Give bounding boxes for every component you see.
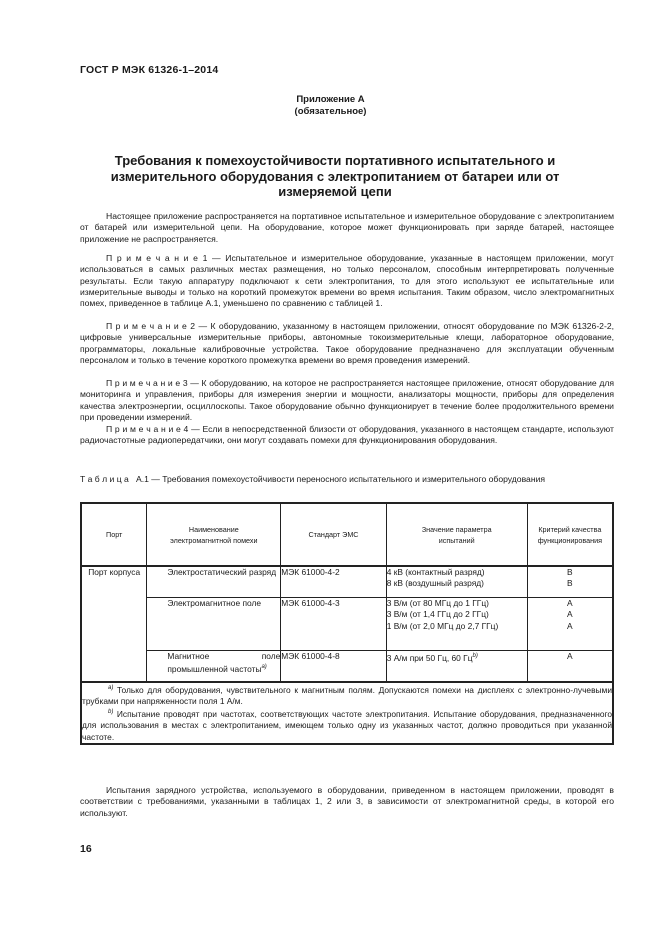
note-2-text: — К оборудованию, указанному в настоящем приложении, относят оборудование по МЭК 61326-2-2, цифровые универсальные измерительные приборы, автономные токоизмерительные клещи, лабораторное оборудование, программаторы, локальные калибровочные устройства. Такое оборудование предназначено для эксплуатации обученным персоналом и только в течение короткого промежутка времени во время проведения измерений. xyxy=(80,321,614,365)
requirements-table xyxy=(80,502,614,745)
note-4-label: П р и м е ч а н и е 4 xyxy=(106,424,189,434)
table-caption xyxy=(80,474,614,485)
note-3-label: П р и м е ч а н и е 3 xyxy=(106,378,188,388)
value-cell xyxy=(386,566,527,598)
value-cell xyxy=(386,598,527,651)
table-row xyxy=(81,566,613,598)
value-line: 1 В/м (от 2,0 МГц до 2,7 ГГц) xyxy=(386,620,499,631)
phenomenon-cell: Электромагнитное поле xyxy=(147,598,281,651)
note-2-label: П р и м е ч а н и е 2 xyxy=(106,321,196,331)
header-criterion: Критерий качества функционирования xyxy=(527,503,613,566)
standard-cell: МЭК 61000-4-3 xyxy=(281,598,386,651)
footnote-ref: b) xyxy=(472,653,478,659)
note-2 xyxy=(80,321,614,366)
note-4-text: — Если в непосредственной близости от оборудования, указанного в настоящем стандарте, используют радиочастотные радиопередатчики, они могут создавать помехи для функционирования оборудования. xyxy=(80,424,614,446)
footnote-mark: b) xyxy=(108,709,114,716)
phenomenon-cell xyxy=(147,651,281,683)
note-1-text: — Испытательное и измерительное оборудование, указанные в настоящем приложении, могут использоваться в самых различных местах размещения, но только персоналом, способным интерпретировать полученные результаты. Если такую аппаратуру подключают к сети электропитания, то для этого используют ее испытательные или измерительные выводы и только на короткий промежуток времени во время испытания. Таким образом, число электромагнитных помех, приведенное в таблице А.1, уменьшено по сравнению с таблицей 1. xyxy=(80,253,614,309)
criterion-cell xyxy=(527,566,613,598)
criterion-value: B xyxy=(567,578,573,589)
annex-status: (обязательное) xyxy=(294,106,367,117)
standard-cell: МЭК 61000-4-8 xyxy=(281,651,386,683)
closing-text: Испытания зарядного устройства, используемого в оборудовании, приведенном в настоящем приложении, проводят в соответствии с требованиями, указанными в таблицах 1, 2 или 3, в зависимости от электромагнитной среды, в которой его используют. xyxy=(80,785,614,818)
header-phenomenon: Наименование электромагнитной помехи xyxy=(147,503,281,566)
document-header: ГОСТ Р МЭК 61326-1–2014 xyxy=(80,64,219,76)
intro-text: Настоящее приложение распространяется на портативное испытательное и измерительное оборудование с электропитанием от батарей или измерительной цепи. На оборудование, которое может функционировать при заряде батарей, настоящее приложение не распространяется. xyxy=(80,211,614,244)
closing-paragraph xyxy=(80,785,614,819)
phenomenon-cell: Электростатический разряд xyxy=(147,566,281,598)
table-row xyxy=(81,598,613,651)
criterion-cell xyxy=(527,598,613,651)
footnote-mark: а) xyxy=(108,685,114,691)
table-row xyxy=(81,651,613,683)
value-line: 4 кВ (контактный разряд) xyxy=(386,567,485,577)
value-line: 3 А/м при 50 Гц, 60 Гц xyxy=(386,652,473,663)
standard-cell: МЭК 61000-4-2 xyxy=(281,566,386,598)
note-1 xyxy=(80,253,614,309)
criterion-value: B xyxy=(567,567,573,577)
criterion-cell: A xyxy=(527,651,613,683)
phenomenon-text: Магнитное поле промышленной частоты xyxy=(167,651,281,675)
table-footnotes-row xyxy=(81,682,613,744)
header-port: Порт xyxy=(81,503,147,566)
value-cell xyxy=(386,651,527,683)
header-standard: Стандарт ЭМС xyxy=(281,503,386,566)
port-cell: Порт корпуса xyxy=(81,566,147,682)
footnote-b xyxy=(82,707,612,743)
page-number: 16 xyxy=(80,843,92,855)
note-3-text: — К оборудованию, на которое не распространяется настоящее приложение, относят оборудование для мониторинга и управления, приборы для измерения энергии и мощности, анализаторы мощности, приборы для определения качества электроэнергии, осциллоскопы. Такое оборудование обычно функционирует в течение более продолжительного времени при проведении измерений. xyxy=(80,378,615,422)
footnote-a xyxy=(82,683,612,707)
footnote-text: Только для оборудования, чувствительного к магнитным полям. Допускаются помехи на дисплеях с электронно-лучевыми трубками при напряженности поля 1 А/м. xyxy=(82,684,612,707)
table-header-row xyxy=(81,503,613,566)
criterion-value: A xyxy=(567,620,573,631)
footnote-text: Испытание проводят при частотах, соответствующих частоте электропитания. Испытание оборудования, предназначенного для использования в местах с электропитанием, имеющем только одну из указанных частот, должно проводиться при указанной частоте. xyxy=(82,709,612,742)
criterion-value: A xyxy=(567,609,573,620)
table-footnotes xyxy=(81,682,613,744)
note-1-label: П р и м е ч а н и е 1 xyxy=(106,253,208,263)
criterion-value: A xyxy=(567,598,573,608)
value-line: 8 кВ (воздушный разряд) xyxy=(386,578,484,589)
intro-paragraph xyxy=(80,211,614,245)
section-title: Требования к помехоустойчивости портативного испытательного и измерительного оборудования с электропитанием от батареи или от измеряемой цепи xyxy=(110,153,560,199)
note-3 xyxy=(80,378,614,423)
annex-title: Приложение А xyxy=(296,94,365,105)
value-line: 3 В/м (от 80 МГц до 1 ГГц) xyxy=(386,598,489,608)
footnote-ref: а) xyxy=(261,664,267,671)
table-caption-label: Т а б л и ц а xyxy=(80,474,129,484)
header-value: Значение параметра испытаний xyxy=(386,503,527,566)
value-line: 3 В/м (от 1,4 ГГц до 2 ГГц) xyxy=(386,609,489,620)
table-caption-text: А.1 — Требования помехоустойчивости переносного испытательного и измерительного оборудования xyxy=(135,474,546,484)
note-4 xyxy=(80,424,614,447)
